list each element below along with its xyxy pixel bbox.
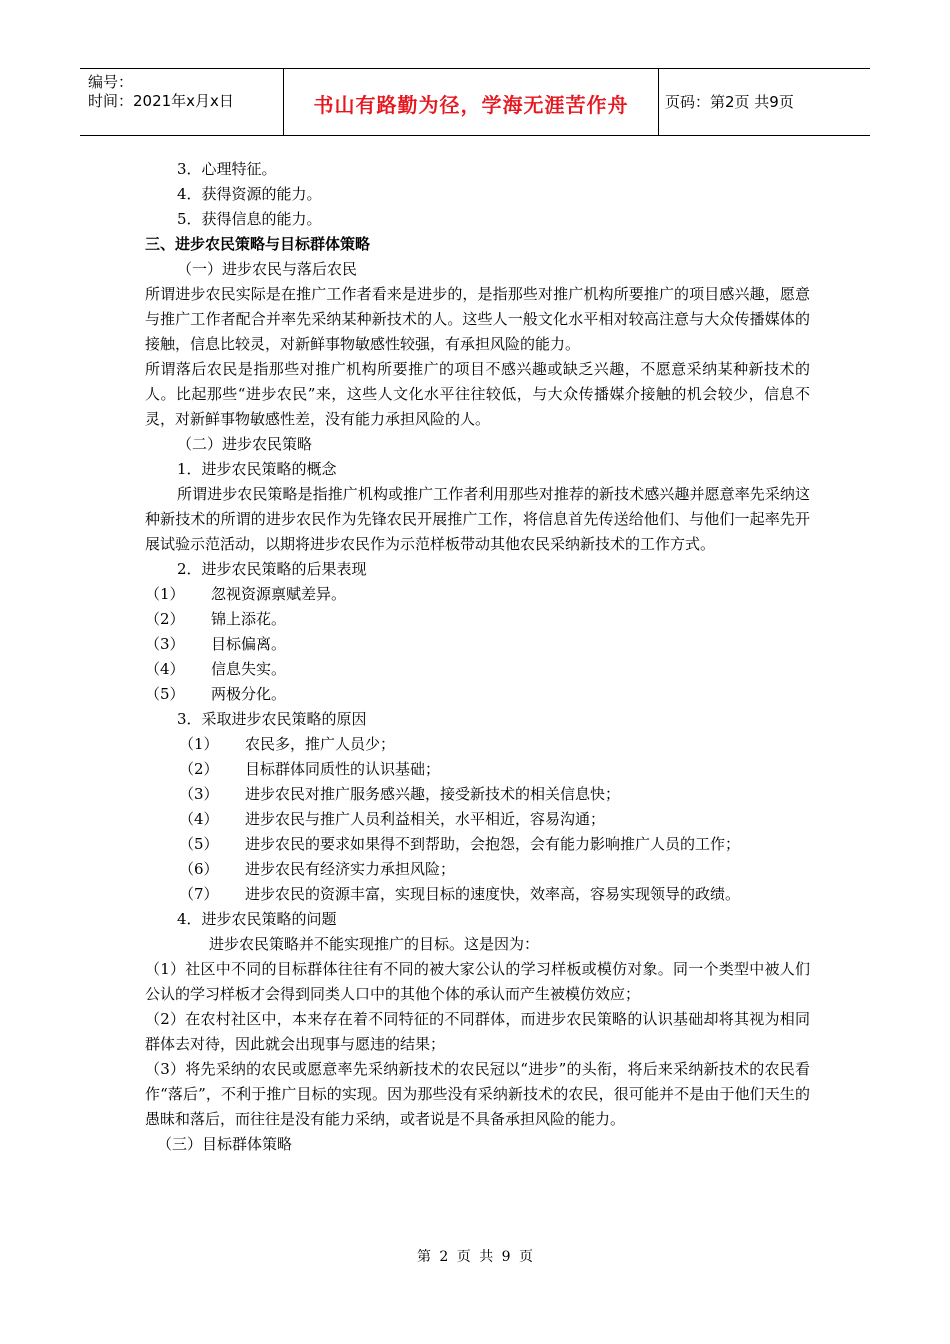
list-item-number: （3）	[145, 635, 185, 653]
header-top-rule	[80, 68, 870, 69]
document-time-label: 时间：2021年x月x日	[88, 92, 234, 110]
header-bottom-rule	[80, 135, 870, 136]
list-item-number: （7）	[179, 885, 219, 903]
list-item-text: 进步农民与推广人员利益相关，水平相近，容易沟通；	[245, 810, 606, 828]
point-heading: 2．进步农民策略的后果表现	[177, 560, 367, 578]
list-item-text: 进步农民的资源丰富，实现目标的速度快，效率高，容易实现领导的政绩。	[245, 885, 741, 903]
list-item	[145, 732, 810, 757]
point-heading: 4．进步农民策略的问题	[177, 910, 337, 928]
subsection-heading: （三）目标群体策略	[157, 1135, 293, 1153]
document-number-label: 编号：	[88, 73, 134, 91]
list-item: 5．获得信息的能力。	[177, 210, 322, 228]
list-item	[145, 882, 810, 907]
subsection-heading: （二）进步农民策略	[177, 435, 313, 453]
list-item-text: 信息失实。	[211, 660, 287, 678]
list-item-number: （2）	[179, 760, 219, 778]
section-heading: 三、进步农民策略与目标群体策略	[145, 235, 371, 253]
list-item-number: （2）	[145, 610, 185, 628]
header-page-number: 页码：第2页 共9页	[665, 93, 794, 111]
list-item-text: 进步农民的要求如果得不到帮助，会抱怨，会有能力影响推广人员的工作；	[245, 835, 741, 853]
header-divider-left	[283, 68, 284, 136]
list-item-text: 忽视资源禀赋差异。	[211, 585, 347, 603]
paragraph: 所谓进步农民实际是在推广工作者看来是进步的，是指那些对推广机构所要推广的项目感兴趣，愿意与推广工作者配合并率先采纳某种新技术的人。这些人一般文化水平相对较高注意与大众传播媒体的接触，信息比较灵，对新鲜事物敏感性较强，有承担风险的能力。	[145, 285, 810, 353]
page-header	[80, 68, 870, 136]
list-item	[145, 782, 810, 807]
list-item	[145, 632, 810, 657]
document-body	[145, 157, 810, 1157]
list-item-number: （4）	[145, 660, 185, 678]
list-item	[145, 807, 810, 832]
paragraph: 所谓落后农民是指那些对推广机构所要推广的项目不感兴趣或缺乏兴趣，不愿意采纳某种新技术的人。比起那些“进步农民”来，这些人文化水平往往较低，与大众传播媒介接触的机会较少，信息不灵，对新鲜事物敏感性差，没有能力承担风险的人。	[145, 360, 810, 428]
list-item	[145, 582, 810, 607]
list-item-text: 进步农民有经济实力承担风险；	[245, 860, 456, 878]
header-divider-right	[658, 68, 659, 136]
list-item	[145, 757, 810, 782]
list-item: 3．心理特征。	[177, 160, 277, 178]
list-item: 4．获得资源的能力。	[177, 185, 322, 203]
paragraph: 所谓进步农民策略是指推广机构或推广工作者利用那些对推荐的新技术感兴趣并愿意率先采纳这种新技术的所谓的进步农民作为先锋农民开展推广工作，将信息首先传送给他们、与他们一起率先开展试验示范活动，以期将进步农民作为示范样板带动其他农民采纳新技术的工作方式。	[145, 485, 810, 553]
header-motto: 书山有路勤为径，学海无涯苦作舟	[313, 93, 629, 117]
list-item-number: （5）	[179, 835, 219, 853]
list-item-number: （4）	[179, 810, 219, 828]
paragraph: （3）将先采纳的农民或愿意率先采纳新技术的农民冠以“进步”的头衔，将后来采纳新技术的农民看作“落后”，不利于推广目标的实现。因为那些没有采纳新技术的农民，很可能并不是由于他们天生的愚昧和落后，而往往是没有能力采纳，或者说是不具备承担风险的能力。	[145, 1060, 810, 1128]
point-heading: 1．进步农民策略的概念	[177, 460, 337, 478]
list-item-text: 锦上添花。	[211, 610, 287, 628]
list-item	[145, 832, 810, 857]
paragraph: （2）在农村社区中，本来存在着不同特征的不同群体，而进步农民策略的认识基础却将其视为相同群体去对待，因此就会出现事与愿违的结果；	[145, 1010, 810, 1053]
list-item-number: （5）	[145, 685, 185, 703]
list-item	[145, 607, 810, 632]
paragraph: 进步农民策略并不能实现推广的目标。这是因为：	[209, 935, 540, 953]
list-item	[145, 857, 810, 882]
list-item-text: 目标群体同质性的认识基础；	[245, 760, 441, 778]
list-item-number: （1）	[179, 735, 219, 753]
list-item-number: （3）	[179, 785, 219, 803]
list-item	[145, 682, 810, 707]
subsection-heading: （一）进步农民与落后农民	[177, 260, 358, 278]
list-item-text: 农民多，推广人员少；	[245, 735, 396, 753]
list-item-text: 两极分化。	[211, 685, 287, 703]
paragraph: （1）社区中不同的目标群体往往有不同的被大家公认的学习样板或模仿对象。同一个类型中被人们公认的学习样板才会得到同类人口中的其他个体的承认而产生被模仿效应；	[145, 960, 810, 1003]
list-item-number: （1）	[145, 585, 185, 603]
list-item-text: 目标偏离。	[211, 635, 287, 653]
list-item	[145, 657, 810, 682]
page-footer: 第 2 页 共 9 页	[416, 1249, 534, 1265]
list-item-text: 进步农民对推广服务感兴趣，接受新技术的相关信息快；	[245, 785, 621, 803]
point-heading: 3．采取进步农民策略的原因	[177, 710, 367, 728]
list-item-number: （6）	[179, 860, 219, 878]
